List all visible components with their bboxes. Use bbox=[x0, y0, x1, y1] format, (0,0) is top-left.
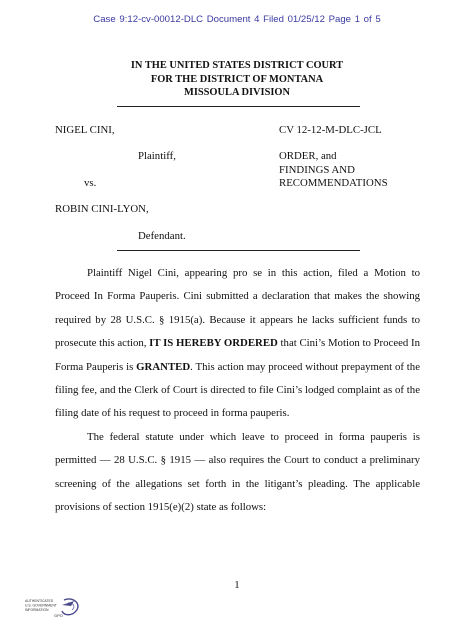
logo-text-1: AUTHENTICATED bbox=[25, 599, 54, 603]
court-heading bbox=[0, 59, 474, 100]
caption-divider bbox=[117, 250, 360, 251]
paragraph-order-text-2: that Cini’s Motion to Proceed In Forma Pauperis is bbox=[55, 337, 421, 373]
ecf-filing-stamp: Case 9:12-cv-00012-DLC Document 4 Filed 01/25/12 Page 1 of 5 bbox=[93, 14, 381, 25]
heading-divider bbox=[117, 106, 360, 107]
paragraph-order bbox=[55, 262, 420, 426]
document-title-line3: RECOMMENDATIONS bbox=[279, 177, 388, 189]
gpo-authentication-seal bbox=[24, 597, 82, 619]
document-title-line2: FINDINGS AND bbox=[279, 163, 355, 176]
logo-text-3: INFORMATION bbox=[25, 608, 49, 612]
paragraph-order-bold-2: GRANTED bbox=[136, 360, 191, 373]
logo-text-2: U.S. GOVERNMENT bbox=[25, 603, 57, 608]
court-heading-line1: IN THE UNITED STATES DISTRICT COURT bbox=[130, 60, 344, 71]
logo-text-4: GPO bbox=[54, 613, 63, 618]
court-heading-line3: MISSOULA DIVISION bbox=[184, 87, 290, 98]
versus-label: vs. bbox=[84, 177, 97, 189]
paragraph-order-bold-1: IT IS HEREBY ORDERED bbox=[149, 337, 278, 350]
case-number: CV 12-12-M-DLC-JCL bbox=[279, 124, 382, 136]
plaintiff-name: NIGEL CINI, bbox=[55, 124, 115, 136]
document-title-line1: ORDER, and bbox=[279, 150, 337, 162]
paragraph-order-text-3: . This action may proceed without prepayment of the filing fee, and the Clerk of Court is directed to file Cini’s lodged complaint as of the filing date of his request to proceed in forma pauperis. bbox=[55, 360, 420, 420]
page-number: 1 bbox=[234, 579, 240, 591]
order-body bbox=[55, 262, 420, 519]
paragraph-order-text-1: Plaintiff Nigel Cini, appearing pro se in this action, filed a Motion to Proceed In Forma Pauperis. Cini submitted a declaration that makes the showing required by 28 U.S.C. § 1915(a). Because it appears he lacks sufficient funds to prosecute this action, bbox=[55, 267, 420, 350]
court-heading-line2: FOR THE DISTRICT OF MONTANA bbox=[150, 73, 324, 85]
defendant-role: Defendant. bbox=[138, 230, 186, 242]
defendant-name: ROBIN CINI-LYON, bbox=[55, 203, 149, 215]
paragraph-screening: The federal statute under which leave to proceed in forma pauperis is permitted — 28 U.S.C. § 1915 — also requires the Court to conduct a preliminary screening of the allegations set forth in the litigant’s pleading. The applicable provisions of section 1915(e)(2) state as follows: bbox=[55, 430, 420, 514]
plaintiff-role: Plaintiff, bbox=[138, 150, 176, 162]
